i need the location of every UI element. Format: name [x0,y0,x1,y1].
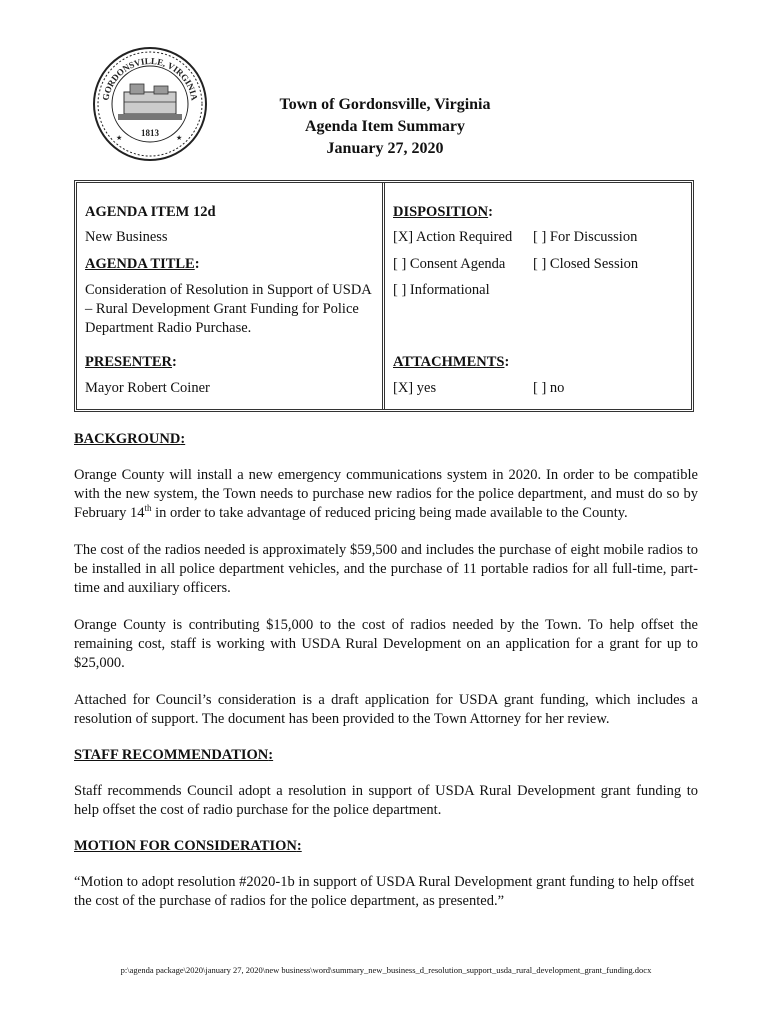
background-paragraph-4: Attached for Council’s consideration is a draft application for USDA grant funding, which includes a resolution of support. The document has been provided to the Town Attorney for her review. [74,692,698,727]
disposition-label: DISPOSITION: [393,204,493,220]
disposition-closed-session: [ ] Closed Session [533,256,639,272]
disposition-row-2 [393,255,687,274]
agenda-title-text: Consideration of Resolution in Support of USDA – Rural Development Grant Funding for Police Department Radio Purchase. [85,282,371,336]
seal-year: 1813 [141,128,159,138]
agenda-info-column [77,183,385,409]
disposition-action-required: [X] Action Required [393,229,513,245]
document-header [230,94,540,160]
town-name: Town of Gordonsville, Virginia [279,96,491,113]
presenter-label: PRESENTER: [85,354,177,370]
motion-text: “Motion to adopt resolution #2020-1b in support of USDA Rural Development grant funding to help offset the cost of the purchase of radios for the police department, as presented.” [74,874,695,909]
agenda-category: New Business [85,229,168,245]
staff-recommendation-text: Staff recommends Council adopt a resolution in support of USDA Rural Development grant funding to help offset the cost of radio purchase for the police department. [74,783,698,818]
attachments-label: ATTACHMENTS: [393,354,510,370]
staff-recommendation-heading: STAFF RECOMMENDATION: [74,747,274,763]
attachments-yes: [X] yes [393,380,437,396]
agenda-item-number: AGENDA ITEM 12d [85,204,216,220]
document-type: Agenda Item Summary [305,118,465,135]
motion-heading: MOTION FOR CONSIDERATION: [74,838,302,854]
file-path-footer: p:\agenda package\2020\january 27, 2020\new business\word\summary_new_business_d_resolution_support_usda_rural_development_grant_funding.docx [120,965,652,975]
seal-text: GORDONSVILLE, VIRGINIA [100,55,200,102]
disposition-column [385,183,691,409]
disposition-informational: [ ] Informational [393,282,490,298]
attachments-no: [ ] no [533,380,565,396]
disposition-consent-agenda: [ ] Consent Agenda [393,256,506,272]
attachments-row [393,379,687,398]
agenda-summary-box [74,180,694,412]
svg-text:★: ★ [116,134,123,142]
disposition-row-1 [393,228,687,247]
background-paragraph-3: Orange County is contributing $15,000 to the cost of radios needed by the Town. To help offset the remaining cost, staff is working with USDA Rural Development on an application for a grant for up to $25,000. [74,617,698,671]
background-heading: BACKGROUND: [74,431,186,447]
town-seal [90,44,210,164]
agenda-title-label: AGENDA TITLE: [85,256,200,272]
svg-text:★: ★ [176,134,183,142]
background-paragraph-1: Orange County will install a new emergency communications system in 2020. In order to be compatible with the new system, the Town needs to purchase new radios for the police department, and must do so by February 14th in order to take advantage of reduced pricing being made available to the County. [74,467,698,521]
disposition-for-discussion: [ ] For Discussion [533,229,638,245]
presenter-name: Mayor Robert Coiner [85,380,210,396]
document-body [74,430,698,911]
background-paragraph-2: The cost of the radios needed is approximately $59,500 and includes the purchase of eight mobile radios to be installed in all police department vehicles, and the purchase of 11 portable radios for all full-time, part-time and auxiliary officers. [74,542,698,596]
meeting-date: January 27, 2020 [326,140,444,157]
